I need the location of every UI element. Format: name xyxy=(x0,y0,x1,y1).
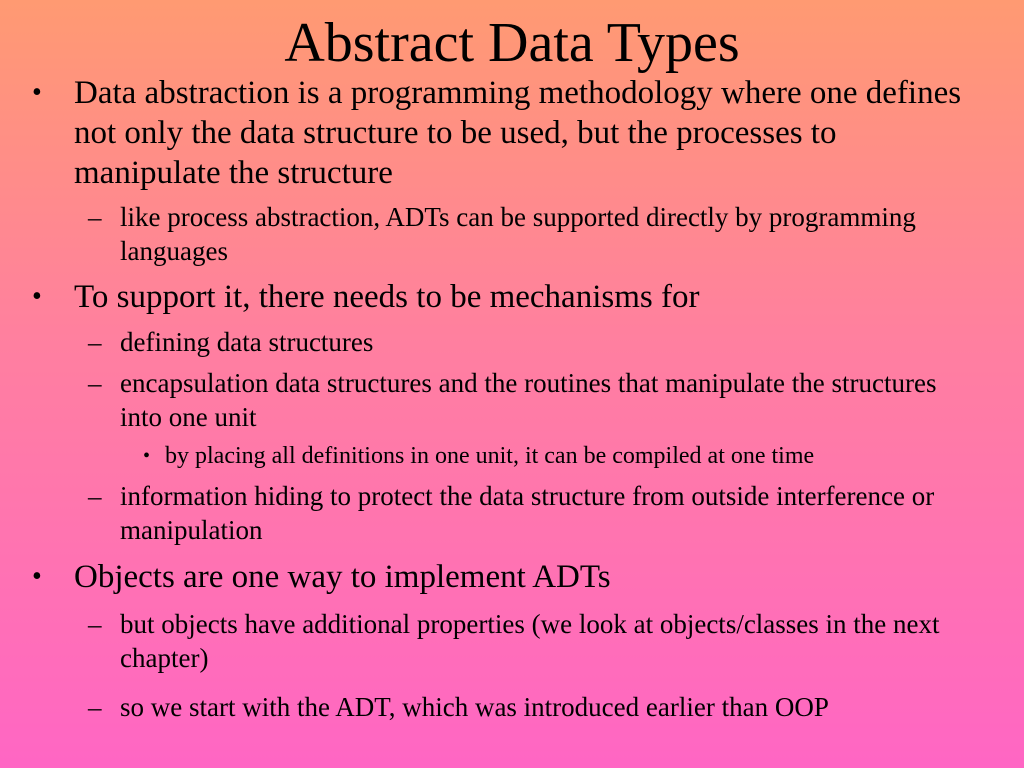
dash-marker: – xyxy=(88,202,102,232)
subbullet-text: like process abstraction, ADTs can be supported directly by programming languages xyxy=(120,202,916,266)
dash-marker: – xyxy=(88,368,102,398)
subbullet-start-with-adt xyxy=(88,690,980,724)
subbullet-encapsulation xyxy=(88,366,980,434)
bullet-marker: • xyxy=(32,561,42,592)
bullet-marker: • xyxy=(143,445,151,467)
bullet-marker: • xyxy=(32,281,42,312)
bullet-data-abstraction xyxy=(32,73,974,193)
subsubbullet-text: by placing all definitions in one unit, it can be compiled at one time xyxy=(165,443,815,469)
dash-marker: – xyxy=(88,609,102,639)
bullet-marker: • xyxy=(32,77,42,108)
dash-marker: – xyxy=(88,327,102,357)
bullet-text: Data abstraction is a programming methodology where one defines not only the data structure to be used, but the processes to manipulate the structure xyxy=(74,75,962,191)
slide-title: Abstract Data Types xyxy=(284,12,740,74)
bullet-objects-adts xyxy=(32,557,974,597)
subsubbullet-single-unit xyxy=(143,441,985,471)
bullet-text: To support it, there needs to be mechanisms for xyxy=(74,279,700,315)
dash-marker: – xyxy=(88,692,102,722)
subbullet-text: encapsulation data structures and the routines that manipulate the structures into one unit xyxy=(120,368,937,432)
bullet-text: Objects are one way to implement ADTs xyxy=(74,559,611,595)
subbullet-additional-properties xyxy=(88,607,980,675)
bullet-support-mechanisms xyxy=(32,277,974,317)
subbullet-text: but objects have additional properties (we look at objects/classes in the next chapter) xyxy=(120,609,940,673)
dash-marker: – xyxy=(88,481,102,511)
subbullet-text: information hiding to protect the data structure from outside interference or manipulation xyxy=(120,481,935,545)
subbullet-information-hiding xyxy=(88,479,980,547)
subbullet-process-abstraction xyxy=(88,200,980,268)
subbullet-text: defining data structures xyxy=(120,327,374,357)
subbullet-defining-data-structures xyxy=(88,325,980,359)
subbullet-text: so we start with the ADT, which was introduced earlier than OOP xyxy=(120,692,829,722)
